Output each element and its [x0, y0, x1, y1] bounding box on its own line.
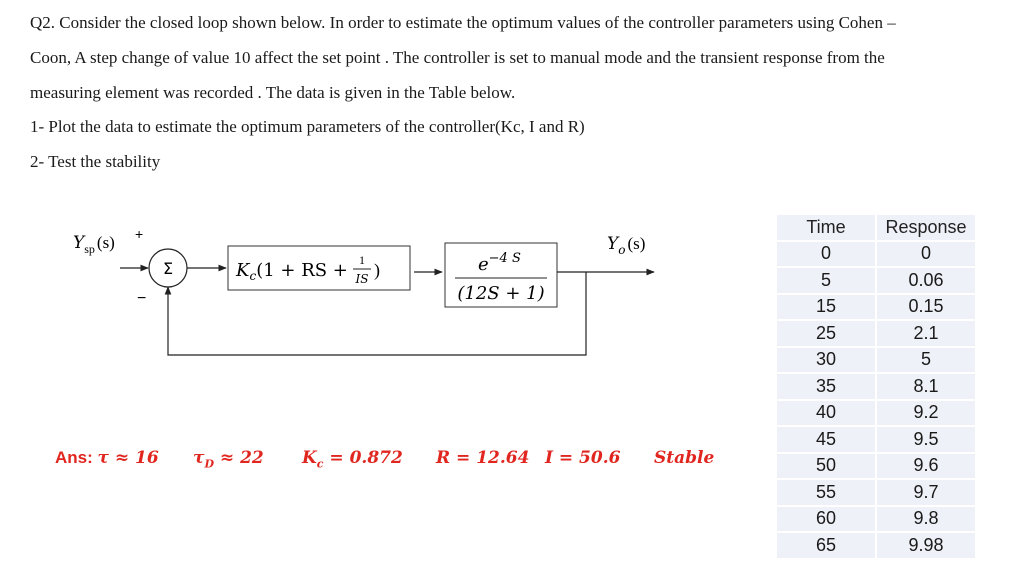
response-cell: 0.15: [876, 294, 976, 321]
table-row: [776, 506, 976, 533]
input-signal-label: $Y_{sp}$ (s): [73, 233, 115, 256]
answer-kc: $K_c = 0.872$: [302, 448, 403, 471]
table-row: [776, 267, 976, 294]
table-row: [776, 479, 976, 506]
data-table: [775, 213, 977, 560]
time-cell: 35: [776, 373, 876, 400]
output-signal-label: $Y_o$ (s): [607, 234, 646, 257]
task-1: 1- Plot the data to estimate the optimum parameters of the controller(Kc, I and R): [30, 117, 585, 136]
time-cell: 55: [776, 479, 876, 506]
table-header-row: [776, 214, 976, 241]
question-line-3: measuring element was recorded . The data is given in the Table below.: [30, 83, 516, 102]
answer-stability: Stable: [654, 448, 715, 468]
question-line-1: Q2. Consider the closed loop shown below. In order to estimate the optimum values of the controller parameters using Cohen –: [30, 13, 896, 32]
table-row: [776, 453, 976, 480]
time-cell: 40: [776, 400, 876, 427]
process-numerator: $e^{-4 S}$: [478, 251, 521, 275]
time-cell: 60: [776, 506, 876, 533]
response-cell: 8.1: [876, 373, 976, 400]
answer-i: I = 50.6: [545, 448, 621, 468]
question-line-2: Coon, A step change of value 10 affect the set point . The controller is set to manual mode and the transient response from the: [30, 48, 885, 67]
table-row: [776, 320, 976, 347]
controller-transfer-function: $K_c(1$ + RS +: [236, 260, 348, 283]
minus-sign: −: [137, 290, 147, 307]
time-cell: 50: [776, 453, 876, 480]
response-cell: 9.2: [876, 400, 976, 427]
response-cell: 9.5: [876, 426, 976, 453]
time-cell: 65: [776, 532, 876, 559]
answer-prefix-tau: Ans: τ ≈ 16: [55, 448, 159, 468]
answer-r: R = 12.64: [436, 448, 530, 468]
table-row: [776, 532, 976, 559]
table-row: [776, 294, 976, 321]
time-cell: 5: [776, 267, 876, 294]
block-diagram: [0, 200, 780, 380]
plus-sign: +: [135, 226, 144, 242]
column-header-time: Time: [776, 214, 876, 241]
response-cell: 5: [876, 347, 976, 374]
time-cell: 30: [776, 347, 876, 374]
response-cell: 2.1: [876, 320, 976, 347]
table-row: [776, 373, 976, 400]
controller-fraction-numerator: 1: [359, 253, 365, 267]
task-2: 2- Test the stability: [30, 152, 161, 171]
response-cell: 0: [876, 241, 976, 268]
response-cell: 0.06: [876, 267, 976, 294]
response-cell: 9.6: [876, 453, 976, 480]
controller-close-paren: ): [374, 260, 380, 280]
time-cell: 0: [776, 241, 876, 268]
table-row: [776, 241, 976, 268]
response-cell: 9.7: [876, 479, 976, 506]
time-cell: 15: [776, 294, 876, 321]
response-cell: 9.98: [876, 532, 976, 559]
process-denominator: (12S + 1): [457, 283, 545, 304]
time-cell: 25: [776, 320, 876, 347]
table-row: [776, 347, 976, 374]
time-cell: 45: [776, 426, 876, 453]
table-row: [776, 400, 976, 427]
answer-tau-d: $\tau_D \approx 22$: [193, 448, 264, 471]
response-cell: 9.8: [876, 506, 976, 533]
controller-fraction-denominator: IS: [355, 272, 369, 286]
summing-symbol: Σ: [162, 259, 174, 278]
column-header-response: Response: [876, 214, 976, 241]
table-row: [776, 426, 976, 453]
table-body: [776, 241, 976, 559]
